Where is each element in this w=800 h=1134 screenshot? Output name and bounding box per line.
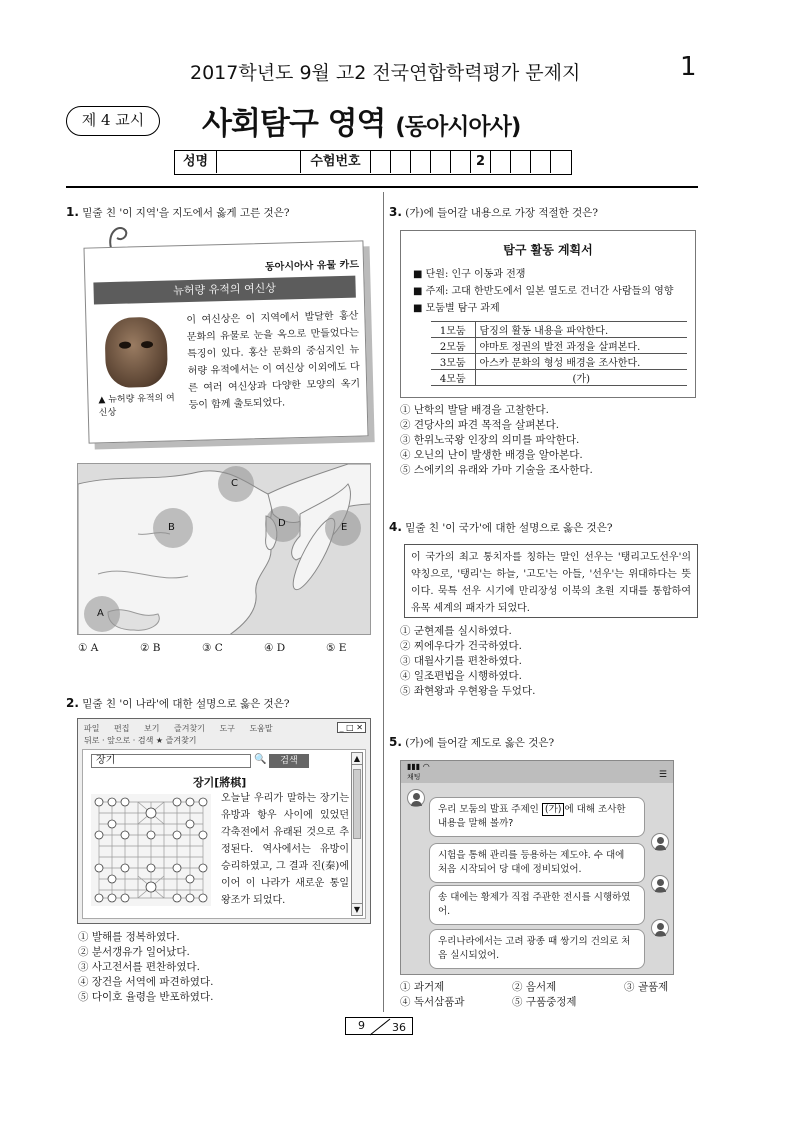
scroll-up-icon[interactable]: ▲ bbox=[353, 754, 361, 763]
map-label-d: D bbox=[278, 518, 286, 529]
message-prefix: 우리 모둠의 발표 주제인 bbox=[438, 804, 542, 815]
header-rule bbox=[66, 186, 698, 188]
map-label-b: B bbox=[168, 522, 175, 533]
q4-option[interactable]: ⑤ 좌현왕과 우현왕을 두었다. bbox=[400, 685, 536, 697]
q2-option[interactable]: ⑤ 다이호 율령을 반포하였다. bbox=[78, 991, 214, 1003]
artifact-card bbox=[83, 240, 368, 443]
chat-message: 송 대에는 황제가 직접 주관한 전시를 시행하였어. bbox=[429, 885, 645, 925]
browser-toolbar[interactable]: 뒤로 · 앞으로 · 검색 ★ 즐겨찾기 bbox=[84, 736, 197, 745]
q3-stem-text: (가)에 들어갈 내용으로 가장 적절한 것은? bbox=[405, 207, 599, 219]
map-label-e: E bbox=[341, 522, 348, 533]
exam-number-cell[interactable] bbox=[451, 151, 471, 173]
page-counter bbox=[345, 1017, 413, 1035]
exam-number-cell[interactable] bbox=[551, 151, 571, 173]
exam-number-label: 수험번호 bbox=[301, 151, 371, 173]
q3-option[interactable]: ② 견당사의 파견 목적을 살펴본다. bbox=[400, 419, 560, 431]
search-input[interactable]: 장기 bbox=[91, 754, 251, 768]
q4-source-box: 이 국가의 최고 통치자를 칭하는 말인 선우는 '탱리고도선우'의 약칭으로, '탱리'는 하늘, '고도'는 아들, '선우'는 위대하다는 뜻이다. 묵특 선우 시기에 만리장성 이북의 초원 지대를 통합하여 유목 세계의 패자가 되었다. bbox=[404, 544, 698, 618]
q2-option[interactable]: ③ 사고전서를 편찬하였다. bbox=[78, 961, 200, 973]
q2-option[interactable]: ① 발해를 정복하였다. bbox=[78, 931, 180, 943]
q3-number: 3. bbox=[389, 205, 402, 219]
q1-option[interactable]: ⑤ E bbox=[326, 642, 347, 654]
q4-option[interactable]: ④ 일조편법을 시행하였다. bbox=[400, 670, 522, 682]
q4-stem bbox=[389, 520, 612, 535]
plan-item: ■ 주제: 고대 한반도에서 일본 열도로 건너간 사람들의 영향 bbox=[413, 286, 674, 297]
entry-title: 장기[將棋] bbox=[193, 776, 247, 789]
q2-option[interactable]: ④ 장건을 서역에 파견하였다. bbox=[78, 976, 214, 988]
exam-number-cell[interactable] bbox=[371, 151, 391, 173]
q2-option[interactable]: ② 분서갱유가 일어났다. bbox=[78, 946, 190, 958]
q5-option[interactable]: ④ 독서삼품과 bbox=[400, 996, 465, 1008]
q1-stem bbox=[66, 205, 289, 220]
entry-text: 오늘날 우리가 말하는 장기는 유방과 항우 사이에 있었던 각축전에서 유래된 것으로 추정된다. 역사에서는 유방이 승리하였고, 그 결과 진(秦)에 이어 이 나라가 새로운 통일 왕조가 되었다. bbox=[221, 793, 349, 906]
chat-app-label: 채팅 bbox=[407, 773, 421, 781]
scrollbar[interactable] bbox=[351, 752, 363, 916]
table-row bbox=[431, 338, 687, 354]
avatar-icon bbox=[651, 875, 669, 893]
q5-option[interactable]: ③ 골품제 bbox=[624, 981, 669, 993]
q3-stem bbox=[389, 205, 598, 220]
subject-sub: (동아시아사) bbox=[395, 114, 521, 140]
group-task: 담징의 활동 내용을 파악한다. bbox=[475, 322, 687, 338]
period-badge: 제 4 교시 bbox=[66, 106, 160, 136]
map-label-a: A bbox=[97, 608, 104, 619]
q4-options bbox=[400, 624, 535, 699]
q4-stem-text: 밑줄 친 '이 국가'에 대한 설명으로 옳은 것은? bbox=[405, 522, 613, 534]
group-task: (가) bbox=[475, 370, 687, 386]
exam-number-cell[interactable] bbox=[511, 151, 531, 173]
q3-option[interactable]: ④ 오닌의 난이 발생한 배경을 알아본다. bbox=[400, 449, 583, 461]
total-pages: 36 bbox=[392, 1021, 406, 1034]
q5-option[interactable]: ② 음서제 bbox=[512, 981, 557, 993]
exam-number-cell[interactable] bbox=[531, 151, 551, 173]
page-number: 1 bbox=[680, 52, 697, 82]
q1-option[interactable]: ② B bbox=[140, 642, 161, 654]
browser-menu[interactable]: 파일 편집 보기 즐겨찾기 도구 도움말 bbox=[84, 724, 273, 733]
q1-options bbox=[78, 642, 368, 654]
exam-number-cell[interactable] bbox=[411, 151, 431, 173]
q4-option[interactable]: ③ 대월사기를 편찬하였다. bbox=[400, 655, 522, 667]
exam-title: 2017학년도 9월 고2 전국연합학력평가 문제지 bbox=[190, 62, 581, 84]
table-row bbox=[431, 322, 687, 338]
chat-header bbox=[401, 761, 673, 783]
q3-options bbox=[400, 403, 593, 478]
exam-number-cell[interactable] bbox=[391, 151, 411, 173]
q3-option[interactable]: ③ 한위노국왕 인장의 의미를 파악한다. bbox=[400, 434, 580, 446]
column-divider bbox=[383, 192, 384, 1012]
card-text: 이 여신상은 이 지역에서 발달한 홍산 문화의 유물로 눈을 옥으로 만들었다는 특징이 있다. 홍산 문화의 중심지인 뉴허량 유적에서는 이 여신상 이외에도 다른 여러 여신상과 다양한 모양의 옥기 등이 함께 출토되었다. bbox=[186, 310, 361, 411]
q3-option[interactable]: ① 난학의 발달 배경을 고찰한다. bbox=[400, 404, 549, 416]
plan-item: ■ 단원: 인구 이동과 전쟁 bbox=[413, 269, 526, 280]
scroll-down-icon[interactable]: ▼ bbox=[353, 905, 361, 914]
q1-option[interactable]: ③ C bbox=[202, 642, 223, 654]
avatar-icon bbox=[407, 789, 425, 807]
window-controls-icon[interactable]: _ □ ✕ bbox=[337, 722, 366, 733]
goddess-statue-image bbox=[104, 317, 168, 389]
q3-option[interactable]: ⑤ 스에키의 유래와 가마 기술을 조사한다. bbox=[400, 464, 593, 476]
avatar-icon bbox=[651, 919, 669, 937]
search-icon[interactable]: 🔍 bbox=[254, 754, 267, 765]
q1-stem-text: 밑줄 친 '이 지역'을 지도에서 옳게 고른 것은? bbox=[82, 207, 290, 219]
q4-option[interactable]: ① 군현제를 실시하였다. bbox=[400, 625, 512, 637]
chat-window bbox=[400, 760, 674, 975]
group-table bbox=[431, 321, 687, 386]
current-page: 9 bbox=[358, 1019, 365, 1032]
plan-item: ■ 모둠별 탐구 과제 bbox=[413, 303, 500, 314]
name-field[interactable] bbox=[217, 151, 301, 173]
q5-stem-text: (가)에 들어갈 제도로 옳은 것은? bbox=[405, 737, 555, 749]
q2-stem-text: 밑줄 친 '이 나라'에 대한 설명으로 옳은 것은? bbox=[82, 698, 290, 710]
q5-option[interactable]: ① 과거제 bbox=[400, 981, 445, 993]
avatar-icon bbox=[651, 833, 669, 851]
menu-icon[interactable]: ☰ bbox=[658, 770, 667, 780]
exam-number-prefix: 2 bbox=[471, 151, 491, 173]
plan-box bbox=[400, 230, 696, 398]
name-label: 성명 bbox=[175, 151, 217, 173]
blank-marker: (가) bbox=[542, 803, 565, 816]
chat-message bbox=[429, 797, 645, 837]
janggi-board-image bbox=[91, 794, 211, 906]
q5-number: 5. bbox=[389, 735, 402, 749]
group-name: 2모둠 bbox=[431, 338, 475, 354]
q5-option[interactable]: ⑤ 구품중정제 bbox=[512, 996, 577, 1008]
card-caption: ▲ 뉴허량 유적의 여신상 bbox=[98, 393, 175, 419]
chat-message: 우리나라에서는 고려 광종 때 쌍기의 건의로 처음 실시되었어. bbox=[429, 929, 645, 969]
browser-content bbox=[82, 749, 366, 919]
subject-name: 사회탐구 영역 bbox=[202, 106, 386, 142]
message-suffix: 에 대해 조사한 내용을 말해 볼까? bbox=[438, 804, 626, 829]
id-row bbox=[174, 150, 572, 175]
q5-options bbox=[400, 980, 690, 1010]
group-task: 아스카 문화의 형성 배경을 조사한다. bbox=[475, 354, 687, 370]
q1-option[interactable]: ① A bbox=[78, 642, 99, 654]
scroll-thumb[interactable] bbox=[353, 769, 361, 839]
table-row bbox=[431, 370, 687, 386]
q1-number: 1. bbox=[66, 205, 79, 219]
table-row bbox=[431, 354, 687, 370]
card-header: 동아시아사 유물 카드 bbox=[264, 259, 360, 273]
plan-title: 탐구 활동 계획서 bbox=[503, 243, 593, 257]
q4-option[interactable]: ② 찌에우다가 건국하였다. bbox=[400, 640, 522, 652]
subject-title bbox=[202, 98, 520, 143]
q4-number: 4. bbox=[389, 520, 402, 534]
group-task: 야마토 정권의 발전 과정을 살펴본다. bbox=[475, 338, 687, 354]
map-label-c: C bbox=[231, 478, 238, 489]
search-button[interactable]: 검색 bbox=[269, 754, 309, 768]
q5-stem bbox=[389, 735, 554, 750]
exam-number-cell[interactable] bbox=[491, 151, 511, 173]
exam-number-cell[interactable] bbox=[431, 151, 451, 173]
group-name: 3모둠 bbox=[431, 354, 475, 370]
q1-option[interactable]: ④ D bbox=[264, 642, 286, 654]
group-name: 1모둠 bbox=[431, 322, 475, 338]
browser-window bbox=[77, 718, 371, 924]
q2-stem bbox=[66, 696, 289, 711]
signal-icon: ▮▮▮ ◠ bbox=[407, 762, 430, 771]
q2-options bbox=[78, 930, 213, 1005]
east-asia-map bbox=[77, 463, 371, 635]
group-name: 4모둠 bbox=[431, 370, 475, 386]
q2-number: 2. bbox=[66, 696, 79, 710]
card-title: 뉴허량 유적의 여신상 bbox=[93, 276, 355, 305]
chat-message: 시험을 통해 관리를 등용하는 제도야. 수 대에 처음 시작되어 당 대에 정비되었어. bbox=[429, 843, 645, 883]
